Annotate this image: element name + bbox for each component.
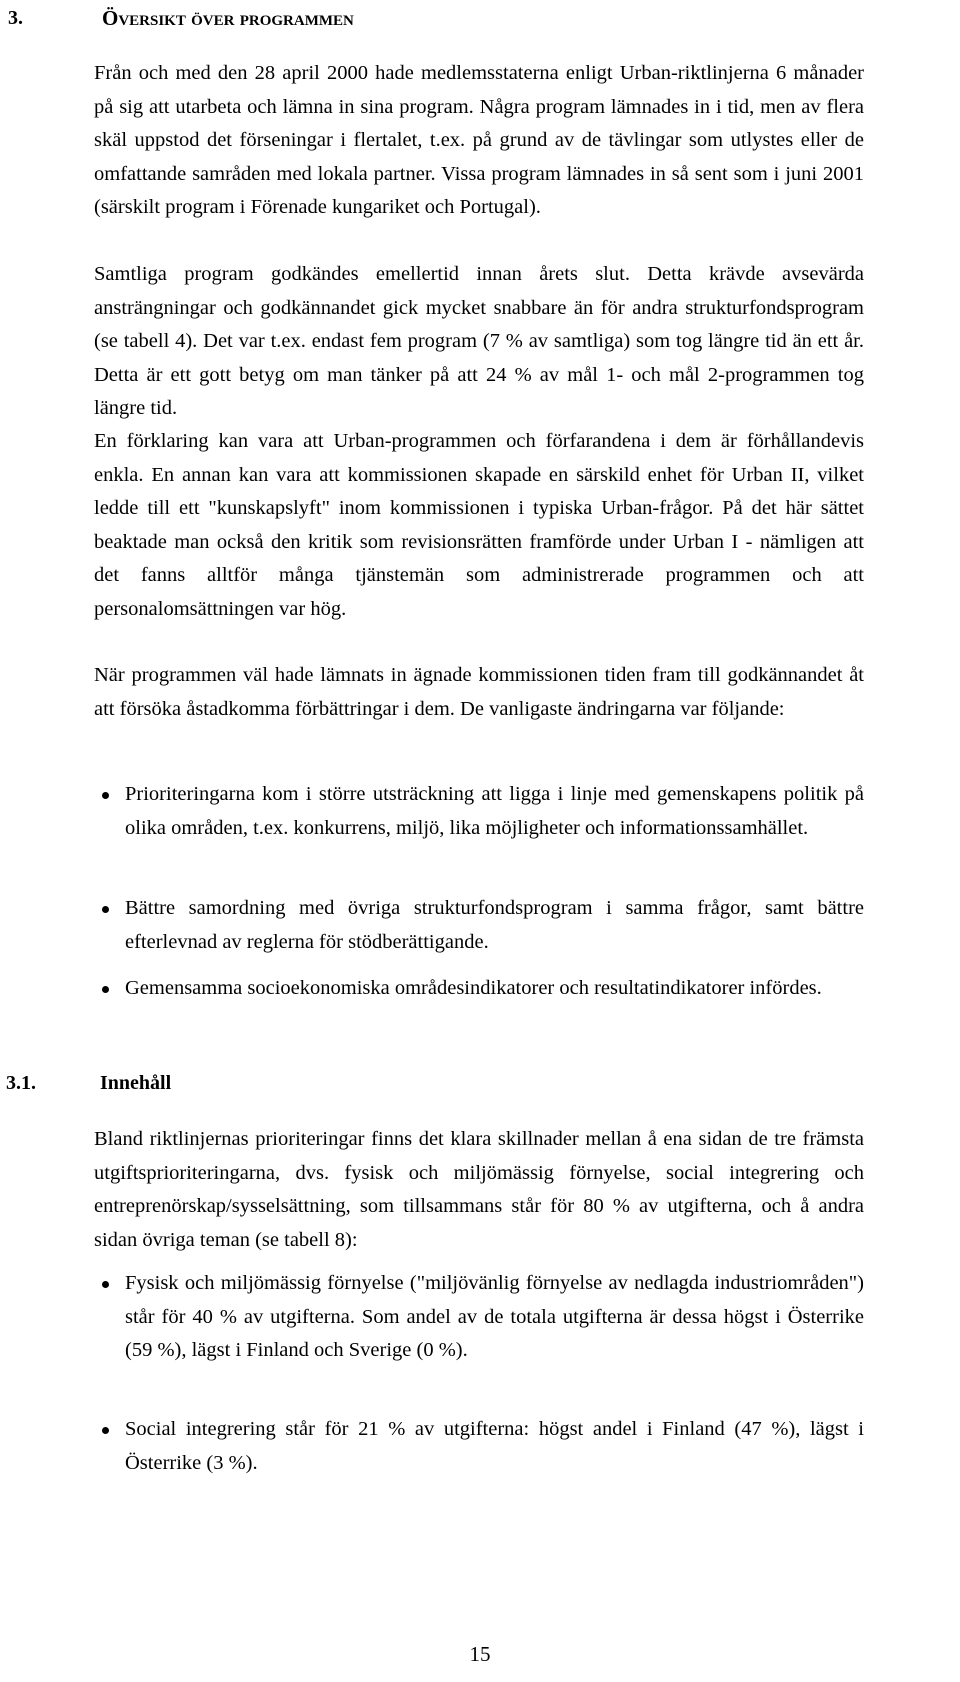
list-item (94, 1413, 864, 1480)
bullet-icon (102, 986, 109, 993)
list-item (94, 892, 864, 959)
subsection-heading (6, 1069, 906, 1097)
page-number: 15 (469, 1642, 491, 1666)
paragraph-explanation: En förklaring kan vara att Urban-programmen och förfarandena i dem är förhållandevis enkla. En annan kan vara att kommissionen skapade en särskild enhet för Urban II, vilket ledde till ett "kunskapslyft" inom kommissionen i typiska Urban-frågor. På det här sättet beaktade man också den kritik som revisionsrätten framförde under Urban I - nämligen att det fanns alltför många tjänstemän som administrerade programmen och att personalomsättningen var hög. (94, 430, 864, 620)
paragraph-changes: När programmen väl hade lämnats in ägnade kommissionen tiden fram till godkännandet åt att försöka åstadkomma förbättringar i dem. De vanligaste ändringarna var följande: (94, 664, 864, 720)
paragraph-approval: Samtliga program godkändes emellertid innan årets slut. Detta krävde avsevärda ansträngningar och godkännandet gick mycket snabbare än för andra strukturfondsprogram (se tabell 4). Det var t.ex. endast fem program (7 % av samtliga) som tog längre tid än ett år. Detta är ett gott betyg om man tänker på att 24 % av mål 1- och mål 2-programmen tog längre tid. (94, 263, 864, 419)
list-item (94, 778, 864, 845)
bullet-icon (102, 792, 109, 799)
paragraph-content: Bland riktlinjernas prioriteringar finns det klara skillnader mellan å ena sidan de tre främsta utgiftsprioriteringarna, dvs. fysisk och miljömässig förnyelse, social integrering och entreprenörskap/sysselsättning, som tillsammans står för 80 % av utgifterna, och å andra sidan övriga teman (se tabell 8): (94, 1128, 864, 1251)
list-item-text: Bättre samordning med övriga strukturfondsprogram i samma frågor, samt bättre efterlevnad av reglerna för stödberättigande. (125, 897, 864, 953)
section-heading (8, 4, 908, 32)
bullet-icon (102, 1427, 109, 1434)
list-item-text: Gemensamma socioekonomiska områdesindikatorer och resultatindikatorer infördes. (125, 977, 822, 999)
paragraph-submission: Från och med den 28 april 2000 hade medlemsstaterna enligt Urban-riktlinjerna 6 månader på sig att utarbeta och lämna in sina program. Några program lämnades in i tid, men av flera skäl uppstod det förseningar i flertalet, t.ex. på grund av de tävlingar som utlystes eller de omfattande samråden med lokala partner. Vissa program lämnades in så sent som i juni 2001 (särskilt program i Förenade kungariket och Portugal). (94, 62, 864, 218)
subsection-number: 3.1. (6, 1072, 36, 1094)
list-item-text: Prioriteringarna kom i större utsträckning att ligga i linje med gemenskapens politik på olika områden, t.ex. konkurrens, miljö, lika möjligheter och informationssamhället. (125, 783, 864, 839)
list-item-text: Social integrering står för 21 % av utgifterna: högst andel i Finland (47 %), lägst i Österrike (3 %). (125, 1418, 864, 1474)
list-item-text: Fysisk och miljömässig förnyelse ("miljövänlig förnyelse av nedlagda industriområden") står för 40 % av utgifterna. Som andel av de totala utgifterna är dessa högst i Österrike (59 %), lägst i Finland och Sverige (0 %). (125, 1272, 864, 1361)
list-item (94, 1267, 864, 1368)
bullet-icon (102, 1281, 109, 1288)
section-title: Översikt över programmen (102, 6, 354, 30)
list-item (94, 972, 864, 1006)
section-number: 3. (8, 7, 23, 29)
bullet-icon (102, 906, 109, 913)
subsection-title: Innehåll (100, 1072, 172, 1094)
